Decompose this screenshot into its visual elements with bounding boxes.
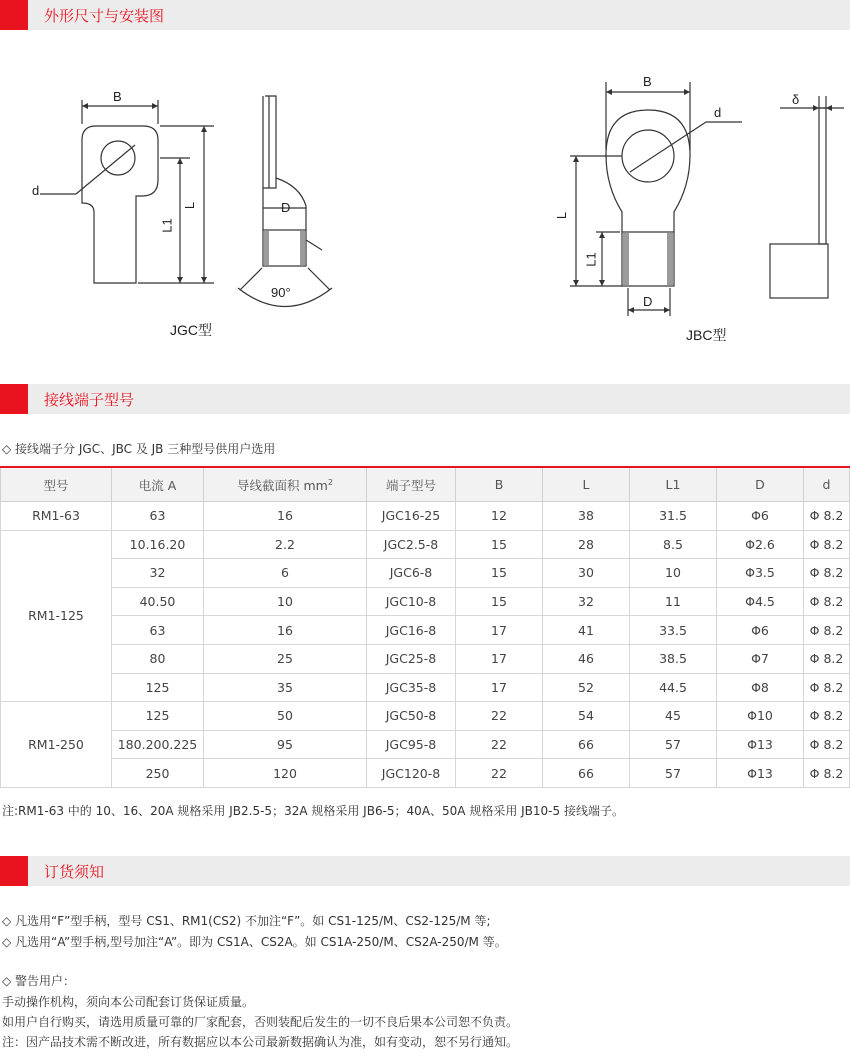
- table-cell: 25: [204, 644, 367, 673]
- header-terminal: 端子型号: [367, 467, 456, 502]
- table-header-row: [1, 467, 850, 502]
- table-row: [1, 616, 850, 645]
- table-row: [1, 502, 850, 531]
- jbc-label-D: D: [643, 294, 653, 309]
- table-cell: 95: [204, 730, 367, 759]
- jbc-label-delta: δ: [792, 92, 800, 107]
- table-cell: Φ4.5: [717, 587, 804, 616]
- model-cell: RM1-63: [1, 502, 112, 531]
- table-cell: JGC95-8: [367, 730, 456, 759]
- table-cell: JGC2.5-8: [367, 530, 456, 559]
- header-d-upper: D: [717, 467, 804, 502]
- table-cell: 15: [456, 559, 543, 588]
- table-cell: Φ 8.2: [804, 530, 850, 559]
- header-area: 导线截面积 $mm^2$: [204, 467, 367, 502]
- table-cell: JGC16-8: [367, 616, 456, 645]
- table-cell: Φ 8.2: [804, 702, 850, 731]
- table-cell: Φ 8.2: [804, 730, 850, 759]
- table-cell: 52: [543, 673, 630, 702]
- table-cell: 45: [630, 702, 717, 731]
- table-cell: JGC10-8: [367, 587, 456, 616]
- table-cell: Φ6: [717, 502, 804, 531]
- jbc-label-b: B: [643, 74, 652, 89]
- table-cell: 2.2: [204, 530, 367, 559]
- table-cell: 35: [204, 673, 367, 702]
- section-marker: [0, 0, 28, 30]
- table-cell: 63: [112, 502, 204, 531]
- table-cell: 6: [204, 559, 367, 588]
- warning-title: ◇ 警告用户：: [2, 974, 76, 988]
- table-cell: Φ10: [717, 702, 804, 731]
- table-cell: 38.5: [630, 644, 717, 673]
- table-cell: 8.5: [630, 530, 717, 559]
- table-cell: Φ2.6: [717, 530, 804, 559]
- jgc-drawing: [0, 80, 360, 350]
- jgc-label-b: B: [113, 89, 122, 104]
- jgc-label-D: D: [281, 200, 291, 215]
- table-cell: Φ 8.2: [804, 759, 850, 788]
- table-row: [1, 673, 850, 702]
- table-cell: Φ 8.2: [804, 616, 850, 645]
- warning-line-1: 手动操作机构，须向本公司配套订货保证质量。: [2, 995, 255, 1009]
- table-row: [1, 587, 850, 616]
- header-l: L: [543, 467, 630, 502]
- table-cell: 32: [543, 587, 630, 616]
- table-cell: 180.200.225: [112, 730, 204, 759]
- warning-line-2: 如用户自行购买，请选用质量可靠的厂家配套，否则装配后发生的一切不良后果本公司恕不负责。: [2, 1015, 519, 1029]
- table-cell: JGC35-8: [367, 673, 456, 702]
- table-cell: Φ 8.2: [804, 502, 850, 531]
- ordering-line-1: ◇ 凡选用“F”型手柄，型号 CS1、RM1(CS2) 不加注“F”。如 CS1-125/M、CS2-125/M 等;: [2, 914, 491, 928]
- jgc-label-d: d: [32, 183, 40, 198]
- section-header-models: [0, 384, 850, 414]
- table-cell: 32: [112, 559, 204, 588]
- table-cell: 31.5: [630, 502, 717, 531]
- table-cell: 63: [112, 616, 204, 645]
- table-cell: 125: [112, 673, 204, 702]
- table-cell: 22: [456, 759, 543, 788]
- table-cell: 66: [543, 730, 630, 759]
- table-cell: 10.16.20: [112, 530, 204, 559]
- section-header-ordering: [0, 856, 850, 886]
- table-cell: JGC6-8: [367, 559, 456, 588]
- section-marker: [0, 856, 28, 886]
- table-cell: Φ13: [717, 730, 804, 759]
- table-cell: 10: [204, 587, 367, 616]
- table-cell: Φ7: [717, 644, 804, 673]
- jgc-figure-name: JGC型: [170, 322, 212, 338]
- table-cell: JGC50-8: [367, 702, 456, 731]
- table-cell: 80: [112, 644, 204, 673]
- table-cell: 12: [456, 502, 543, 531]
- section-title: 外形尺寸与安装图: [44, 7, 165, 25]
- table-cell: 28: [543, 530, 630, 559]
- table-cell: 250: [112, 759, 204, 788]
- jbc-figure-name: JBC型: [686, 327, 727, 343]
- header-model: 型号: [1, 467, 112, 502]
- table-cell: 22: [456, 730, 543, 759]
- table-cell: 44.5: [630, 673, 717, 702]
- table-body: [1, 502, 850, 788]
- table-cell: Φ13: [717, 759, 804, 788]
- model-cell: RM1-250: [1, 702, 112, 788]
- table-cell: 17: [456, 644, 543, 673]
- jbc-label-l: L: [554, 211, 570, 220]
- table-cell: 46: [543, 644, 630, 673]
- jgc-label-l1: L1: [159, 218, 175, 233]
- table-cell: 120: [204, 759, 367, 788]
- table-cell: 11: [630, 587, 717, 616]
- table-cell: 57: [630, 759, 717, 788]
- table-cell: 33.5: [630, 616, 717, 645]
- jbc-drawing: [540, 70, 850, 350]
- table-row: [1, 730, 850, 759]
- table-cell: Φ 8.2: [804, 559, 850, 588]
- table-cell: Φ8: [717, 673, 804, 702]
- table-cell: JGC120-8: [367, 759, 456, 788]
- table-row: [1, 702, 850, 731]
- table-cell: 16: [204, 616, 367, 645]
- section-marker: [0, 384, 28, 414]
- table-cell: 40.50: [112, 587, 204, 616]
- section-header-outline: [0, 0, 850, 30]
- header-b: B: [456, 467, 543, 502]
- terminal-spec-table: [0, 466, 850, 788]
- table-cell: Φ 8.2: [804, 673, 850, 702]
- table-cell: 54: [543, 702, 630, 731]
- section-title: 接线端子型号: [44, 391, 135, 409]
- table-row: [1, 759, 850, 788]
- final-note: 注：因产品技术需不断改进，所有数据应以本公司最新数据确认为准，如有变动，恕不另行通知。: [2, 1035, 519, 1049]
- table-cell: JGC16-25: [367, 502, 456, 531]
- table-cell: JGC25-8: [367, 644, 456, 673]
- header-current: 电流 A: [112, 467, 204, 502]
- table-cell: 57: [630, 730, 717, 759]
- model-cell: RM1-125: [1, 530, 112, 702]
- jbc-label-l1: L1: [583, 252, 599, 267]
- table-cell: 10: [630, 559, 717, 588]
- ordering-line-2: ◇ 凡选用“A”型手柄,型号加注“A”。即为 CS1A、CS2A。如 CS1A-250/M、CS2A-250/M 等。: [2, 935, 507, 949]
- table-cell: Φ 8.2: [804, 644, 850, 673]
- table-cell: 125: [112, 702, 204, 731]
- header-d-lower: d: [804, 467, 850, 502]
- table-cell: 15: [456, 587, 543, 616]
- jbc-label-d: d: [714, 105, 722, 120]
- table-row: [1, 644, 850, 673]
- table-cell: Φ6: [717, 616, 804, 645]
- table-cell: 66: [543, 759, 630, 788]
- table-cell: Φ3.5: [717, 559, 804, 588]
- jgc-label-angle: 90°: [271, 285, 291, 300]
- section-title: 订货须知: [44, 863, 105, 881]
- table-row: [1, 530, 850, 559]
- jgc-label-l: L: [182, 201, 198, 210]
- header-l1: L1: [630, 467, 717, 502]
- table-cell: 22: [456, 702, 543, 731]
- table-note: 注:RM1-63 中的 10、16、20A 规格采用 JB2.5-5；32A 规格采用 JB6-5；40A、50A 规格采用 JB10-5 接线端子。: [2, 804, 624, 818]
- table-cell: 38: [543, 502, 630, 531]
- table-cell: 41: [543, 616, 630, 645]
- table-row: [1, 559, 850, 588]
- table-cell: Φ 8.2: [804, 587, 850, 616]
- table-cell: 16: [204, 502, 367, 531]
- models-intro: ◇ 接线端子分 JGC、JBC 及 JB 三种型号供用户选用: [2, 442, 276, 456]
- table-cell: 17: [456, 673, 543, 702]
- table-cell: 30: [543, 559, 630, 588]
- table-cell: 15: [456, 530, 543, 559]
- table-cell: 17: [456, 616, 543, 645]
- table-cell: 50: [204, 702, 367, 731]
